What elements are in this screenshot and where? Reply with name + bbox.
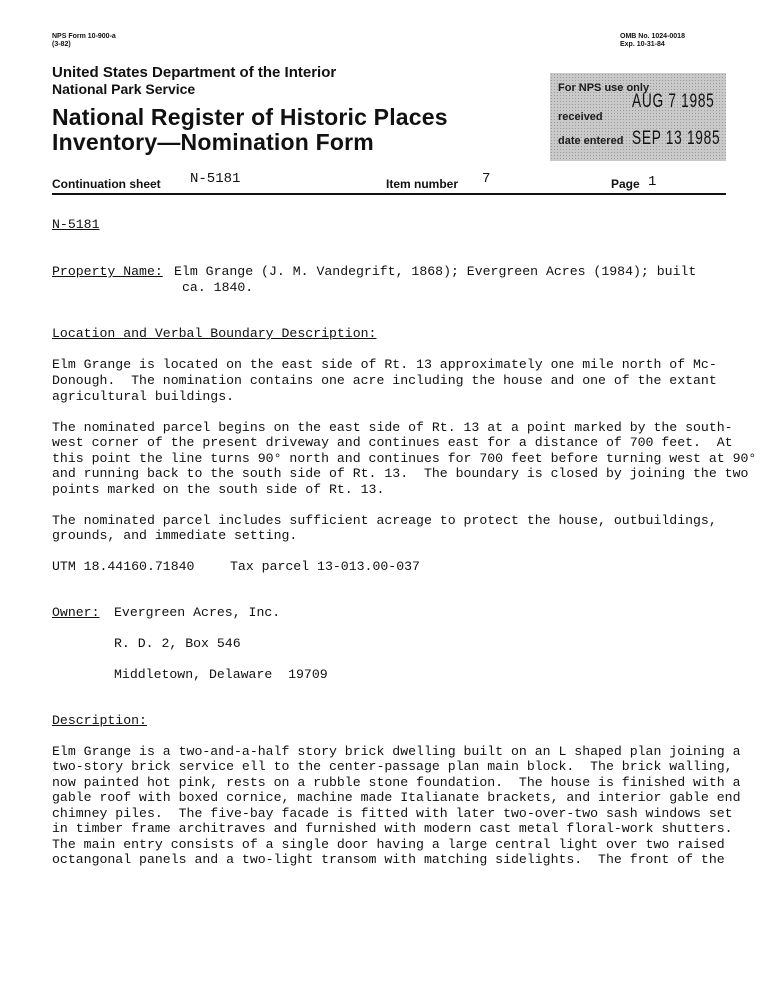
location-p2-line1: The nominated parcel begins on the east side of Rt. 13 at a point marked by the south- <box>52 420 733 435</box>
item-number-value: 7 <box>482 171 491 187</box>
location-heading-text: Location and Verbal Boundary Description: <box>52 326 377 341</box>
description-heading: Description: <box>52 713 147 728</box>
description-line4: gable roof with boxed cornice, machine made Italianate brackets, and interior gable end <box>52 790 741 805</box>
page-number: 1 <box>648 174 657 190</box>
continuation-sheet-label: Continuation sheet <box>52 177 161 191</box>
location-p1-line2: Donough. The nomination contains one acre including the house and one of the extant <box>52 373 717 388</box>
expiration-line: Exp. 10-31-84 <box>620 41 665 48</box>
form-title-line1: National Register of Historic Places <box>52 104 448 130</box>
form-number <box>52 33 116 49</box>
property-name-line2: ca. 1840. <box>182 280 254 295</box>
service-name: National Park Service <box>52 81 196 97</box>
header-rule <box>52 193 726 195</box>
department-name: United States Department of the Interior <box>52 64 337 81</box>
location-p3-line1: The nominated parcel includes sufficient acreage to protect the house, outbuildings, <box>52 513 717 528</box>
form-title-line2: Inventory—Nomination Form <box>52 129 374 155</box>
omb-number <box>620 33 685 49</box>
page-label: Page <box>611 177 640 191</box>
nps-use-only-box <box>550 73 726 161</box>
continuation-sheet-value: N-5181 <box>190 171 241 187</box>
location-p2-line4: and running back to the south side of Rt. 13. The boundary is closed by joining the two <box>52 466 749 481</box>
description-line6: in timber frame architraves and furnished with modern cast metal floral-work shutters. <box>52 821 733 836</box>
owner-label: Owner: <box>52 605 100 620</box>
location-p3-line2: grounds, and immediate setting. <box>52 528 298 543</box>
description-line5: chimney piles. The five-bay facade is fitted with later two-over-two sash windows set <box>52 806 733 821</box>
location-p1-line3: agricultural buildings. <box>52 389 235 404</box>
form-date-line: (3-82) <box>52 41 71 48</box>
received-date: AUG 7 1985 <box>632 91 715 112</box>
owner-name: Evergreen Acres, Inc. <box>114 605 281 620</box>
owner-address-line2: Middletown, Delaware 19709 <box>114 667 328 682</box>
item-number-label: Item number <box>386 177 459 191</box>
description-line3: now painted hot pink, rests on a rubble stone foundation. The house is finished with a <box>52 775 741 790</box>
owner-address-line1: R. D. 2, Box 546 <box>114 636 241 651</box>
location-p1-line1: Elm Grange is located on the east side of Rt. 13 approximately one mile north of Mc- <box>52 357 717 372</box>
location-p2-line5: points marked on the south side of Rt. 13. <box>52 482 385 497</box>
date-entered-label: date entered <box>558 135 624 147</box>
utm-reference: UTM 18.44160.71840 <box>52 559 195 574</box>
reference-id: N-5181 <box>52 217 100 232</box>
received-label: received <box>558 111 603 123</box>
property-name-line1: Elm Grange (J. M. Vandegrift, 1868); Evergreen Acres (1984); built <box>174 264 697 279</box>
description-line7: The main entry consists of a single door having a large central light over two raised <box>52 837 725 852</box>
nps-use-only-label: For NPS use only <box>558 82 650 94</box>
location-p2-line3: this point the line turns 90° north and continues for 700 feet before turning west at 90° <box>52 451 757 466</box>
omb-line: OMB No. 1024-0018 <box>620 33 685 40</box>
description-line2: two-story brick service ell to the center-passage plan main block. The brick walling, <box>52 759 733 774</box>
property-name-label: Property Name: <box>52 264 163 279</box>
location-heading <box>52 326 376 342</box>
location-p2-line2: west corner of the present driveway and continues east for a distance of 700 feet. At <box>52 435 733 450</box>
tax-parcel: Tax parcel 13-013.00-037 <box>230 559 420 574</box>
description-line8: octangonal panels and a two-light transom with matching sidelights. The front of the <box>52 852 725 867</box>
description-line1: Elm Grange is a two-and-a-half story brick dwelling built on an L shaped plan joining a <box>52 744 741 759</box>
form-number-line: NPS Form 10-900-a <box>52 33 116 40</box>
date-entered-value: SEP 13 1985 <box>632 128 721 149</box>
